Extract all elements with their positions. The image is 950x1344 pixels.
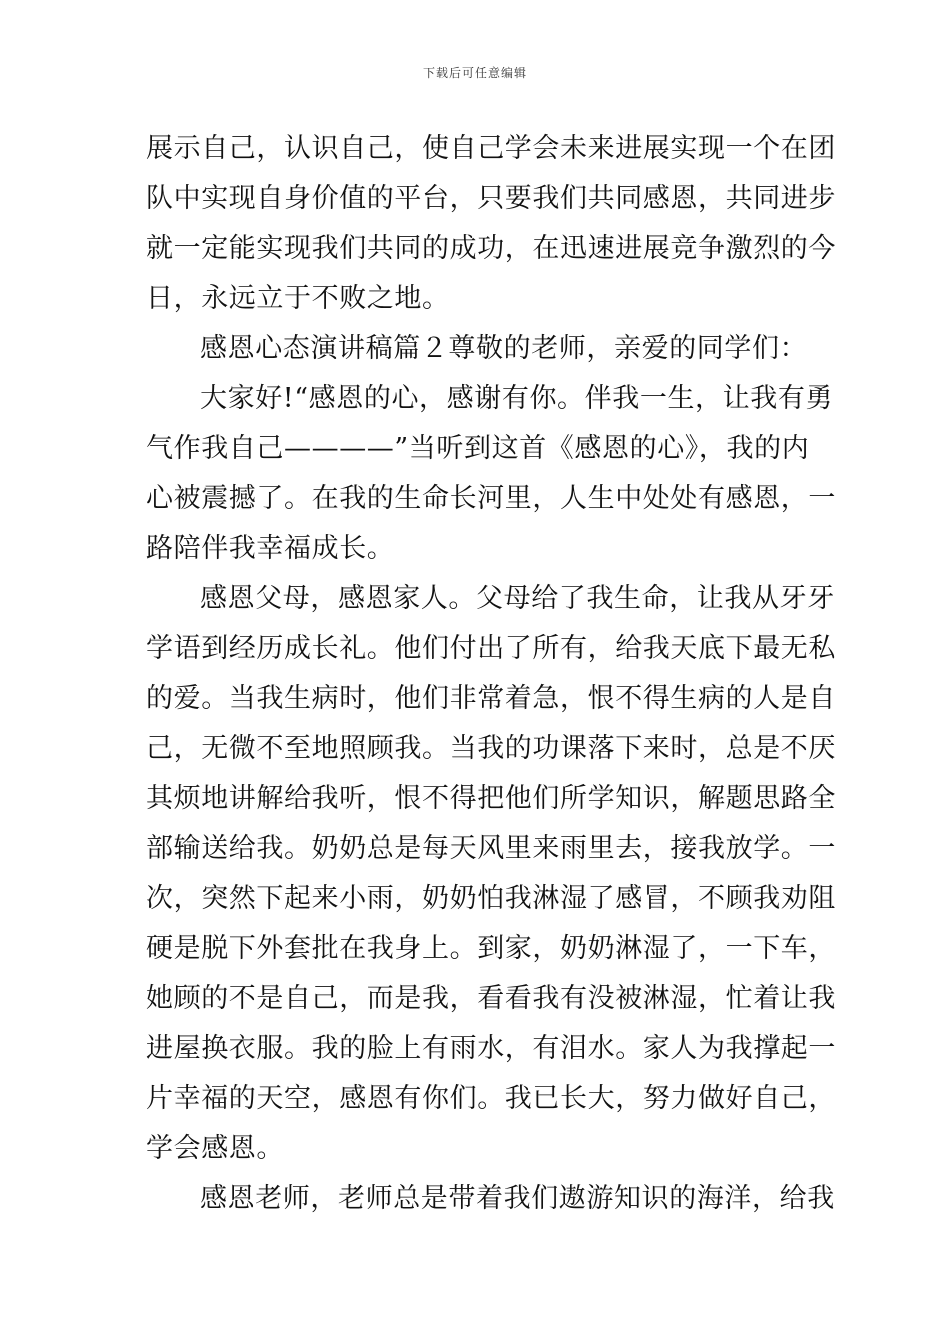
text-line: 她顾的不是自己，而是我，看看我有没被淋湿，忙着让我 (146, 983, 836, 1014)
text-line: 感恩父母，感恩家人。父母给了我生命，让我从牙牙 (200, 583, 835, 614)
text-line: 的爱。当我生病时，他们非常着急，恨不得生病的人是自 (146, 683, 836, 714)
document-body (146, 124, 836, 1224)
page-header: 下载后可任意编辑 (422, 66, 527, 80)
text-line: 展示自己，认识自己，使自己学会未来进展实现一个在团 (146, 133, 836, 164)
text-line: 队中实现自身价值的平台，只要我们共同感恩，共同进步 (146, 183, 836, 214)
text-line: 己，无微不至地照顾我。当我的功课落下来时，总是不厌 (146, 733, 836, 764)
text-line: 其烦地讲解给我听，恨不得把他们所学知识，解题思路全 (146, 783, 836, 814)
text-line: 大家好!“感恩的心，感谢有你。伴我一生，让我有勇 (200, 383, 834, 414)
text-line: 部输送给我。奶奶总是每天风里来雨里去，接我放学。一 (146, 833, 836, 864)
text-line: 路陪伴我幸福成长。 (146, 533, 395, 564)
text-line: 心被震撼了。在我的生命长河里，人生中处处有感恩，一 (146, 483, 836, 514)
text-line: 次，突然下起来小雨，奶奶怕我淋湿了感冒，不顾我劝阻 (146, 883, 836, 914)
text-line: 学语到经历成长礼。他们付出了所有，给我天底下最无私 (146, 633, 836, 664)
text-line: 气作我自己————”当听到这首《感恩的心》，我的内 (146, 433, 810, 464)
text-line: 日，永远立于不败之地。 (146, 283, 450, 314)
section-heading: 感恩心态演讲稿篇２尊敬的老师，亲爱的同学们： (200, 333, 808, 364)
text-line: 感恩老师，老师总是带着我们遨游知识的海洋，给我 (200, 1183, 835, 1214)
text-line: 硬是脱下外套批在我身上。到家，奶奶淋湿了，一下车， (146, 933, 836, 964)
text-line: 片幸福的天空，感恩有你们。我已长大，努力做好自己， (146, 1083, 836, 1114)
text-line: 就一定能实现我们共同的成功，在迅速进展竞争激烈的今 (146, 233, 836, 264)
text-line: 进屋换衣服。我的脸上有雨水，有泪水。家人为我撑起一 (146, 1033, 836, 1064)
text-line: 学会感恩。 (146, 1133, 284, 1164)
